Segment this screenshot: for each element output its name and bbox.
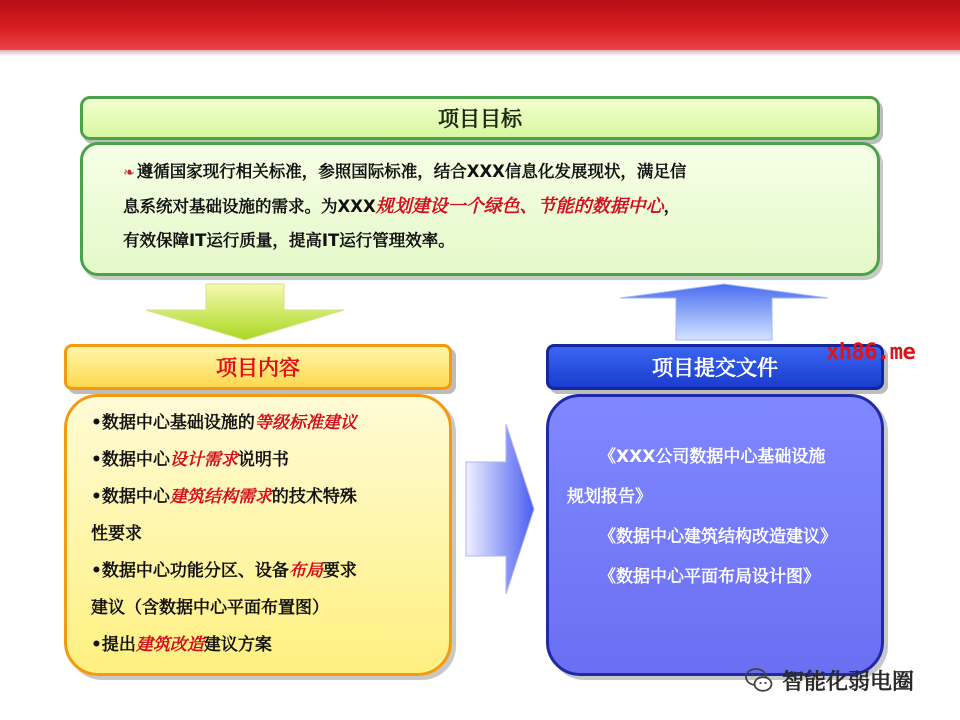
goal-line-1-text: 遵循国家现行相关标准，参照国际标准，结合XXX信息化发展现状，满足信: [136, 162, 687, 181]
content-item-text: 性要求: [91, 524, 142, 544]
content-body: [64, 394, 452, 676]
content-item-text: •提出: [91, 635, 136, 655]
content-item: [91, 479, 431, 516]
goal-line-1: [123, 155, 847, 190]
file-item-2: 《数据中心建筑结构改造建议》: [599, 527, 837, 547]
content-item-emphasis: 建筑结构需求: [169, 487, 272, 507]
content-item-emphasis: 建筑改造: [135, 635, 204, 655]
top-band-shadow: [0, 50, 960, 56]
content-item-suffix: 要求: [322, 561, 357, 581]
content-item: [91, 590, 431, 627]
file-item-3: 《数据中心平面布局设计图》: [599, 567, 820, 587]
content-item-text: •数据中心功能分区、设备: [91, 561, 289, 581]
content-item-suffix: 建议方案: [203, 635, 272, 655]
goal-line-2: [123, 190, 847, 224]
account-watermark: [744, 664, 914, 696]
goal-line-2-emphasis: 规划建设一个绿色、节能的数据中心: [375, 196, 664, 217]
account-name: 智能化弱电圈: [782, 669, 915, 695]
files-body: [546, 394, 884, 676]
goal-line-3: [123, 224, 847, 258]
goal-line-2-suffix: ，: [663, 197, 681, 216]
file-item-1-line-1: 《XXX公司数据中心基础设施: [599, 447, 826, 467]
goal-line-3-text: 有效保障IT运行质量，提高IT运行管理效率。: [123, 231, 455, 250]
content-item: [91, 405, 431, 442]
content-item-text: 建议（含数据中心平面布置图）: [91, 598, 329, 618]
up-arrow-icon: [614, 280, 834, 342]
right-arrow-icon: [462, 420, 538, 598]
top-red-band: [0, 0, 960, 50]
goal-header: [80, 96, 880, 140]
content-item-text: •数据中心基础设施的: [91, 413, 255, 433]
goal-bullet-icon: ❧: [123, 165, 135, 181]
content-item-suffix: 说明书: [237, 450, 289, 470]
content-item: [91, 442, 431, 479]
content-item-emphasis: 等级标准建议: [254, 413, 357, 433]
goal-body: [80, 142, 880, 276]
content-item: [91, 553, 431, 590]
content-item-text: •数据中心: [91, 487, 170, 507]
content-item: [91, 516, 431, 553]
content-title: 项目内容: [216, 356, 300, 380]
files-title: 项目提交文件: [652, 356, 778, 380]
goal-title: 项目目标: [438, 107, 522, 131]
content-item-emphasis: 布局: [288, 561, 323, 581]
content-item-emphasis: 设计需求: [169, 450, 238, 470]
content-item-text: •数据中心: [91, 450, 170, 470]
content-item-suffix: 的技术特殊: [271, 487, 357, 507]
down-arrow-icon: [140, 280, 350, 344]
content-item: [91, 627, 431, 664]
content-header: [64, 344, 452, 390]
site-watermark: xh86.me: [826, 340, 916, 365]
file-item-1-line-2: 规划报告》: [567, 487, 652, 507]
goal-line-2-prefix: 息系统对基础设施的需求。为XXX: [123, 197, 376, 216]
wechat-icon: [744, 665, 774, 695]
